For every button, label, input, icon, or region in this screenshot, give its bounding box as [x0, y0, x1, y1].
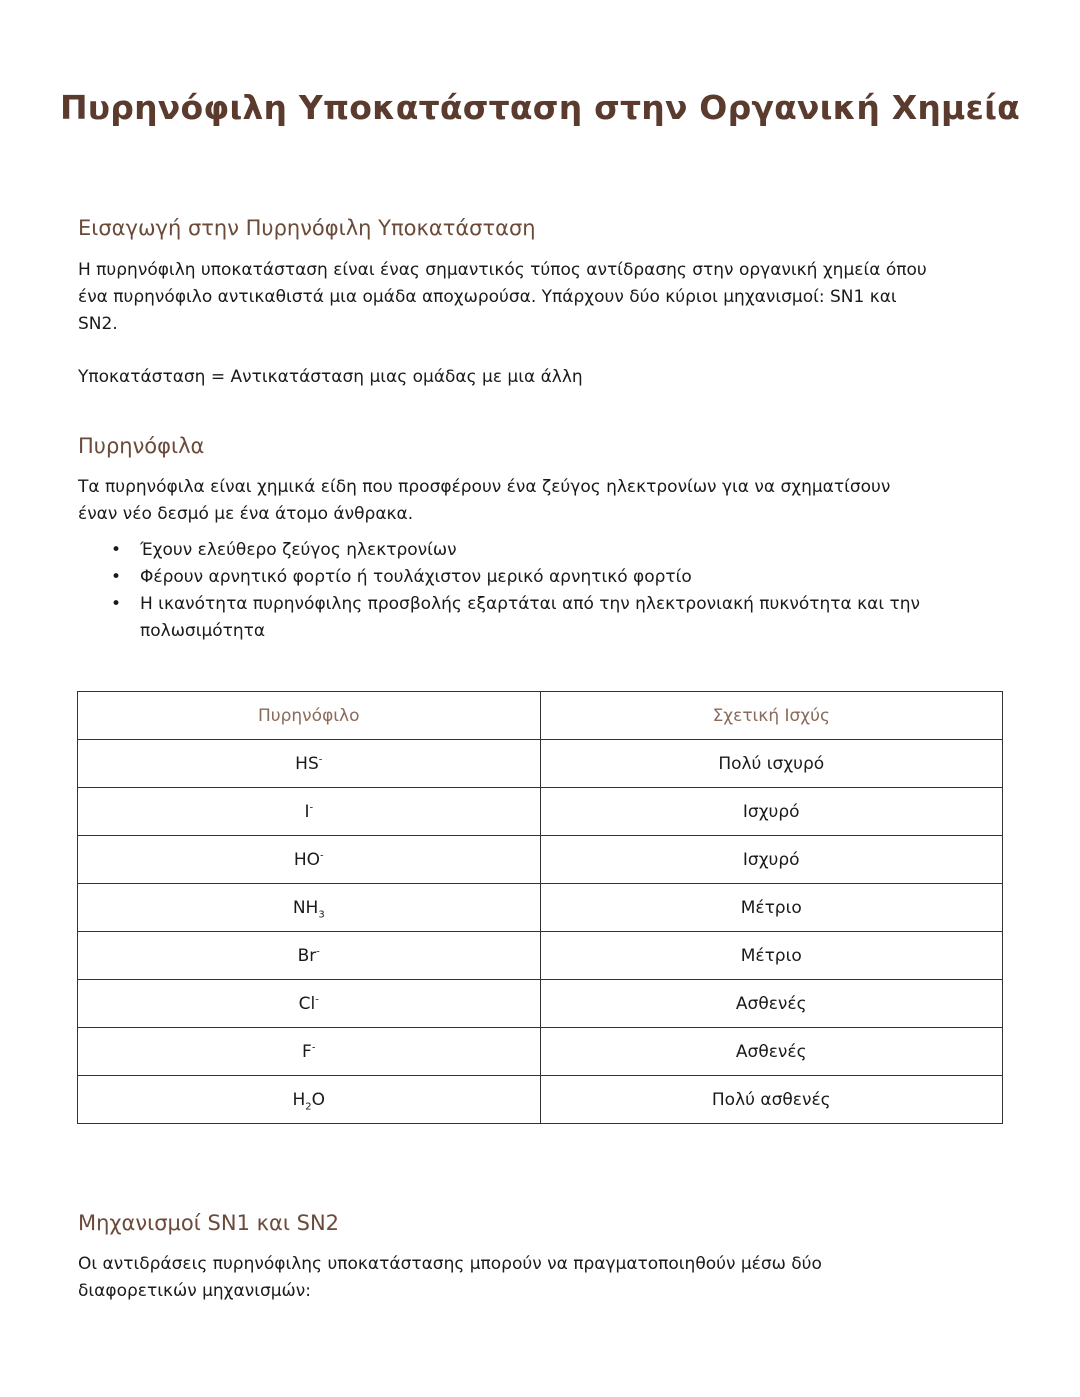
intro-line-1: Η πυρηνόφιλη υποκατάσταση είναι ένας σημαντικός τύπος αντίδρασης στην οργανική χημεία όπου [78, 260, 927, 280]
mechanisms-line-2: διαφορετικών μηχανισμών: [78, 1281, 312, 1301]
nucleophile-formula-cell [78, 788, 541, 836]
relative-strength-cell: Μέτριο [540, 884, 1003, 932]
relative-strength-cell: Ασθενές [540, 980, 1003, 1028]
formula-base: I [304, 801, 310, 822]
nucleophile-formula-cell [78, 836, 541, 884]
nucleophile-formula-cell [78, 980, 541, 1028]
nucleophile-formula-cell [78, 1028, 541, 1076]
nucleophile-formula-cell [78, 1076, 541, 1124]
table-row [78, 788, 1003, 836]
formula-charge-superscript: - [311, 1041, 316, 1053]
nucleophile-strength-table [77, 691, 1003, 1124]
formula-base: HS [295, 753, 319, 774]
nucleophile-formula-cell [78, 932, 541, 980]
table-row [78, 980, 1003, 1028]
mechanisms-paragraph [78, 1251, 1008, 1305]
list-item-text: Φέρουν αρνητικό φορτίο ή τουλάχιστον μερικό αρνητικό φορτίο [140, 567, 692, 587]
nucleophiles-line-1: Τα πυρηνόφιλα είναι χημικά είδη που προσφέρουν ένα ζεύγος ηλεκτρονίων για να σχηματίσουν [78, 477, 891, 497]
mechanisms-heading: Μηχανισμοί SN1 και SN2 [78, 1211, 340, 1235]
intro-line-2: ένα πυρηνόφιλο αντικαθιστά μια ομάδα αποχωρούσα. Υπάρχουν δύο κύριοι μηχανισμοί: SN1 και [78, 287, 897, 307]
list-item [78, 537, 998, 564]
formula-base: H [292, 1089, 306, 1110]
relative-strength-cell: Ισχυρό [540, 836, 1003, 884]
relative-strength-cell: Ασθενές [540, 1028, 1003, 1076]
table-body [78, 740, 1003, 1124]
formula-charge-superscript: - [318, 753, 323, 765]
nucleophiles-line-2: έναν νέο δεσμό με ένα άτομο άνθρακα. [78, 504, 414, 524]
formula-charge-superscript: - [315, 993, 319, 1005]
document-title: Πυρηνόφιλη Υποκατάσταση στην Οργανική Χημεία [59, 88, 1021, 127]
relative-strength-cell: Μέτριο [540, 932, 1003, 980]
table-row [78, 740, 1003, 788]
formula-base: Cl [298, 993, 316, 1014]
table-row [78, 836, 1003, 884]
intro-line-3: SN2. [78, 314, 118, 334]
list-item-text-continued: πολωσιμότητα [140, 621, 266, 641]
relative-strength-cell: Πολύ ασθενές [540, 1076, 1003, 1124]
column-header-strength: Σχετική Ισχύς [540, 692, 1003, 740]
formula-charge-superscript: - [320, 849, 324, 861]
relative-strength-cell: Πολύ ισχυρό [540, 740, 1003, 788]
list-item-text: Έχουν ελεύθερο ζεύγος ηλεκτρονίων [140, 540, 457, 560]
definition-text: Υποκατάσταση = Αντικατάσταση μιας ομάδας με μια άλλη [78, 367, 583, 387]
formula-charge-superscript: - [316, 945, 320, 957]
nucleophiles-paragraph [78, 474, 1008, 528]
table-row [78, 1076, 1003, 1124]
nucleophile-formula-cell [78, 740, 541, 788]
formula-base: HO [293, 849, 321, 870]
nucleophiles-heading: Πυρηνόφιλα [78, 434, 205, 458]
list-item-text: Η ικανότητα πυρηνόφιλης προσβολής εξαρτάται από την ηλεκτρονιακή πυκνότητα και την [140, 594, 921, 614]
nucleophile-formula-cell [78, 884, 541, 932]
intro-heading: Εισαγωγή στην Πυρηνόφιλη Υποκατάσταση [78, 216, 536, 240]
list-item [78, 591, 998, 645]
formula-base: NH [292, 897, 319, 918]
relative-strength-cell: Ισχυρό [540, 788, 1003, 836]
bullet-marker: • [111, 567, 122, 587]
table-row [78, 932, 1003, 980]
formula-subscript: 3 [318, 908, 325, 920]
table-row [78, 884, 1003, 932]
formula-tail: O [311, 1089, 326, 1110]
bullet-marker: • [111, 540, 122, 560]
list-item [78, 564, 998, 591]
table-header-row [78, 692, 1003, 740]
formula-base: F [302, 1041, 312, 1062]
intro-paragraph [78, 257, 1008, 338]
formula-charge-superscript: - [309, 801, 314, 813]
formula-base: Br [297, 945, 317, 966]
column-header-nucleophile: Πυρηνόφιλο [78, 692, 541, 740]
table-row [78, 1028, 1003, 1076]
mechanisms-line-1: Οι αντιδράσεις πυρηνόφιλης υποκατάστασης μπορούν να πραγματοποιηθούν μέσω δύο [78, 1254, 822, 1274]
formula-subscript: 2 [305, 1100, 312, 1112]
bullet-marker: • [111, 594, 122, 614]
nucleophile-properties-list [78, 537, 998, 645]
